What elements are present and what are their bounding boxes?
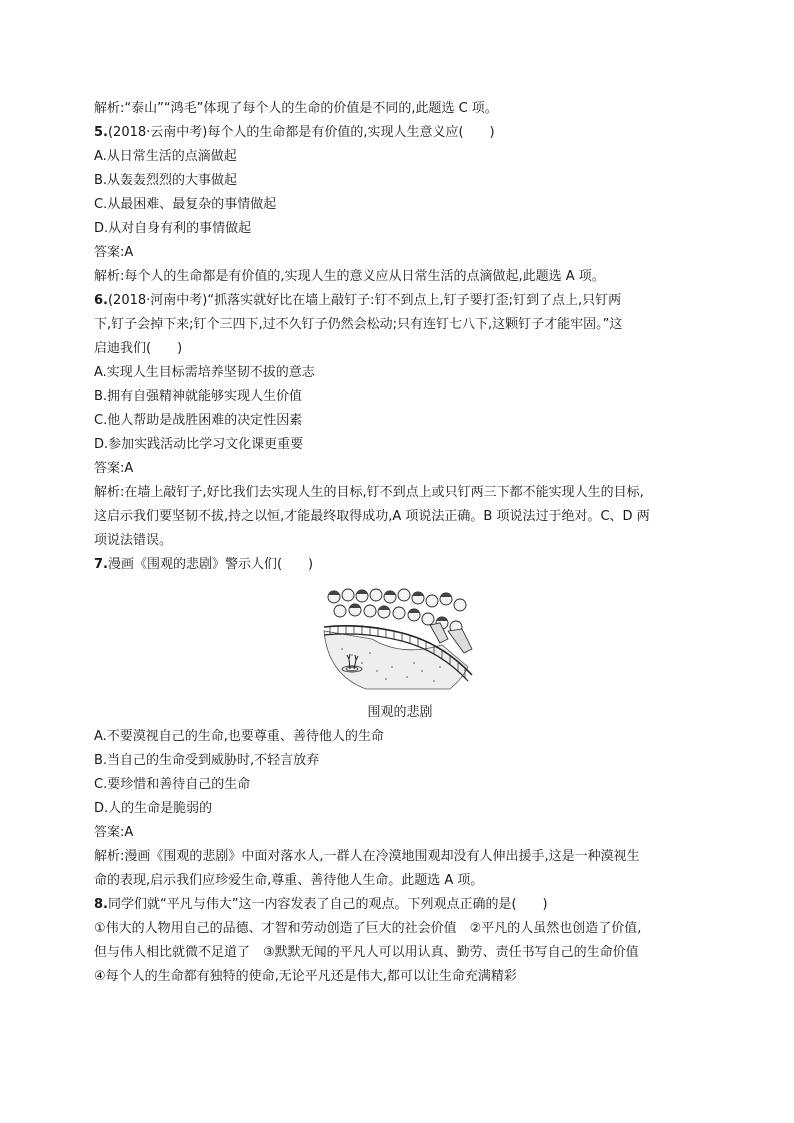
q5-number: 5.	[94, 125, 108, 140]
q6-number: 6.	[94, 293, 108, 308]
q8-statement-line-1: ①伟大的人物用自己的品德、才智和劳动创造了巨大的社会价值 ②平凡的人虽然也创造了价值,	[94, 921, 642, 936]
q8-number: 8.	[94, 897, 108, 912]
document-page	[94, 97, 706, 989]
q4-explanation: 解析:“泰山”“鸿毛”体现了每个人的生命的价值是不同的,此题选 C 项。	[94, 101, 498, 116]
q7-explanation-line-1: 解析:漫画《围观的悲剧》中面对落水人,一群人在冷漠地围观却没有人伸出援手,这是一种漠视生	[94, 849, 640, 864]
q5-option-b: B.从轰轰烈烈的大事做起	[94, 173, 238, 188]
q7-explanation-line-2: 命的表现,启示我们应珍爱生命,尊重、善待他人生命。此题选 A 项。	[94, 873, 484, 888]
q5-stem	[94, 121, 706, 145]
q5-stem-text: (2018·云南中考)每个人的生命都是有价值的,实现人生意义应( )	[107, 125, 495, 140]
q7-option-b: B.当自己的生命受到威胁时,不轻言放弃	[94, 753, 320, 768]
q6-stem-line-2: 下,钉子会掉下来;钉个三四下,过不久钉子仍然会松动;只有连钉七八下,这颗钉子才能牢固。”这	[94, 317, 623, 332]
q7-answer: 答案:A	[94, 825, 134, 840]
q5-explanation: 解析:每个人的生命都是有价值的,实现人生的意义应从日常生活的点滴做起,此题选 A 项。	[94, 269, 605, 284]
q8-stem	[94, 893, 706, 917]
q7-option-a: A.不要漠视自己的生命,也要尊重、善待他人的生命	[94, 729, 384, 744]
q5-answer: 答案:A	[94, 245, 134, 260]
q8-statement-line-3: ④每个人的生命都有独特的使命,无论平凡还是伟大,都可以让生命充满精彩	[94, 969, 517, 984]
q6-option-c: C.他人帮助是战胜困难的决定性因素	[94, 413, 303, 428]
q6-option-d: D.参加实践活动比学习文化课更重要	[94, 437, 304, 452]
figure-caption: 围观的悲剧	[367, 705, 433, 720]
q5-option-d: D.从对自身有利的事情做起	[94, 221, 252, 236]
q8-stem-text: 同学们就“平凡与伟大”这一内容发表了自己的观点。下列观点正确的是( )	[107, 897, 548, 912]
q7-stem-text: 漫画《围观的悲剧》警示人们( )	[107, 557, 314, 572]
q7-stem	[94, 553, 706, 577]
q6-explanation-line-3: 项说法错误。	[94, 533, 173, 548]
q5-option-a: A.从日常生活的点滴做起	[94, 149, 237, 164]
q6-stem-line-1	[94, 289, 706, 313]
q6-option-b: B.拥有自强精神就能够实现人生价值	[94, 389, 303, 404]
q7-number: 7.	[94, 557, 108, 572]
q7-option-c: C.要珍惜和善待自己的生命	[94, 777, 251, 792]
q6-stem-line-3: 启迪我们( )	[94, 341, 183, 356]
q6-option-a: A.实现人生目标需培养坚韧不拔的意志	[94, 365, 315, 380]
q5-option-c: C.从最困难、最复杂的事情做起	[94, 197, 277, 212]
q8-statement-line-2: 但与伟人相比就微不足道了 ③默默无闻的平凡人可以用认真、勤劳、责任书写自己的生命价值	[94, 945, 639, 960]
q7-option-d: D.人的生命是脆弱的	[94, 801, 213, 816]
cartoon-illustration	[322, 583, 478, 693]
q7-figure-block	[94, 583, 706, 725]
q6-stem-text-1: (2018·河南中考)“抓落实就好比在墙上敲钉子:钉不到点上,钉子要打歪;钉到了点上,只钉两	[107, 293, 622, 308]
q6-answer: 答案:A	[94, 461, 134, 476]
q6-explanation-line-2: 这启示我们要坚韧不拔,持之以恒,才能最终取得成功,A 项说法正确。B 项说法过于绝对。C、D 两	[94, 509, 650, 524]
q6-explanation-line-1: 解析:在墙上敲钉子,好比我们去实现人生的目标,钉不到点上或只钉两三下都不能实现人生的目标,	[94, 485, 644, 500]
